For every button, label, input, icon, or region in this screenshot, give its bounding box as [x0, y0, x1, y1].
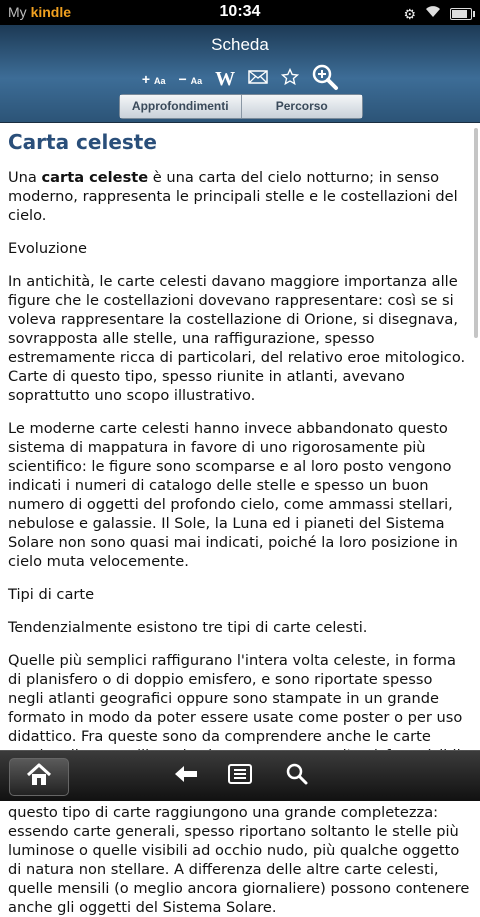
font-decrease-sign: −: [178, 71, 187, 87]
intro-suffix: è una carta del cielo notturno; in senso moderno, rappresenta le principali stelle e le costellazioni del cielo.: [8, 169, 458, 224]
article-content[interactable]: [0, 122, 480, 916]
section-heading-tipi: Tipi di carte: [8, 586, 95, 603]
settings-gear-icon[interactable]: ⚙: [403, 5, 416, 22]
battery-icon: [450, 8, 472, 20]
zoom-icon[interactable]: [312, 64, 338, 95]
font-increase-sign: +: [141, 71, 151, 87]
search-icon: [285, 762, 309, 790]
section-heading-evoluzione: Evoluzione: [8, 240, 87, 257]
menu-button[interactable]: [222, 760, 258, 792]
status-clock: 10:34: [219, 3, 261, 20]
toolbar: [0, 65, 480, 93]
status-bar: [0, 0, 480, 25]
intro-term: carta celeste: [41, 169, 149, 186]
brand-kindle: kindle: [30, 4, 72, 20]
mail-icon[interactable]: [248, 70, 268, 89]
back-arrow-icon: [173, 764, 199, 788]
home-button[interactable]: [9, 758, 69, 796]
star-icon[interactable]: [281, 68, 299, 91]
wifi-icon: [425, 4, 441, 23]
bottom-nav-bar: [0, 750, 480, 801]
paragraph-4: Quelle più semplici raffigurano l'intera volta celeste, in forma di planisfero o di doppio emisfero, e sono riportate spesso negli atlanti geografici oppure sono stampate in un grande formato in modo da poter essere usate come poster o per uso didattico. Fra queste sono da comprendere anche le carte questo tipo di carte raggiungono una grande completezza: essendo carte generali, spesso riportano soltanto le stelle più luminose o quelle visibili ad occhio nudo, più qualche oggetto di natura non stellare. A differenza delle altre carte celesti, quelle mensili (o meglio ancora giornaliere) possono contenere anche gli oggetti del Sistema Solare.: [8, 652, 470, 916]
segmented-control: [119, 94, 363, 119]
status-icons: [403, 4, 472, 23]
paragraph-1: In antichità, le carte celesti davano maggiore importanza alle figure che le costellazioni dovevano rappresentare: così se si voleva rappresentare la costellazione di Orione, si disegnava, sovrapposta alle stelle, una raffigurazione, spesso estremamente ricca di particolari, del relativo eroe mitologico. Carte di questo tipo, spesso riunite in atlanti, avevano soprattutto uno scopo illustrativo.: [8, 273, 466, 404]
intro-prefix: Una: [8, 169, 42, 186]
tab-percorso[interactable]: Percorso: [241, 95, 363, 118]
paragraph-3: Tendenzialmente esistono tre tipi di carte celesti.: [8, 619, 368, 636]
font-decrease-label: Aa: [190, 76, 203, 86]
paragraph-2: Le moderne carte celesti hanno invece abbandonato questo sistema di mappatura in favore di uno rigorosamente più scientifico: le figure sono scomparse e al loro posto vengono indicati i numeri di catalogo delle stelle e spesso un buon numero di oggetti del profondo cielo, come ammassi stellari, nebulose e galassie. Il Sole, la Luna ed i pianeti del Sistema Solare non sono quasi mai indicati, poiché la loro posizione in cielo muta velocemente.: [8, 420, 458, 570]
back-button[interactable]: [168, 760, 204, 792]
brand-my: My: [8, 4, 27, 20]
article-title: Carta celeste: [8, 130, 157, 154]
font-decrease-button[interactable]: [179, 71, 203, 87]
font-increase-label: Aa: [153, 76, 166, 86]
wikipedia-button[interactable]: W: [215, 67, 236, 90]
font-increase-button[interactable]: [142, 71, 166, 87]
scrollbar[interactable]: [474, 128, 478, 338]
search-button[interactable]: [279, 760, 315, 792]
menu-icon: [228, 764, 252, 788]
article-intro: [8, 168, 472, 225]
tab-approfondimenti[interactable]: Approfondimenti: [120, 95, 241, 118]
page-title: Scheda: [211, 35, 269, 54]
app-header: [0, 25, 480, 123]
home-icon: [26, 763, 52, 791]
